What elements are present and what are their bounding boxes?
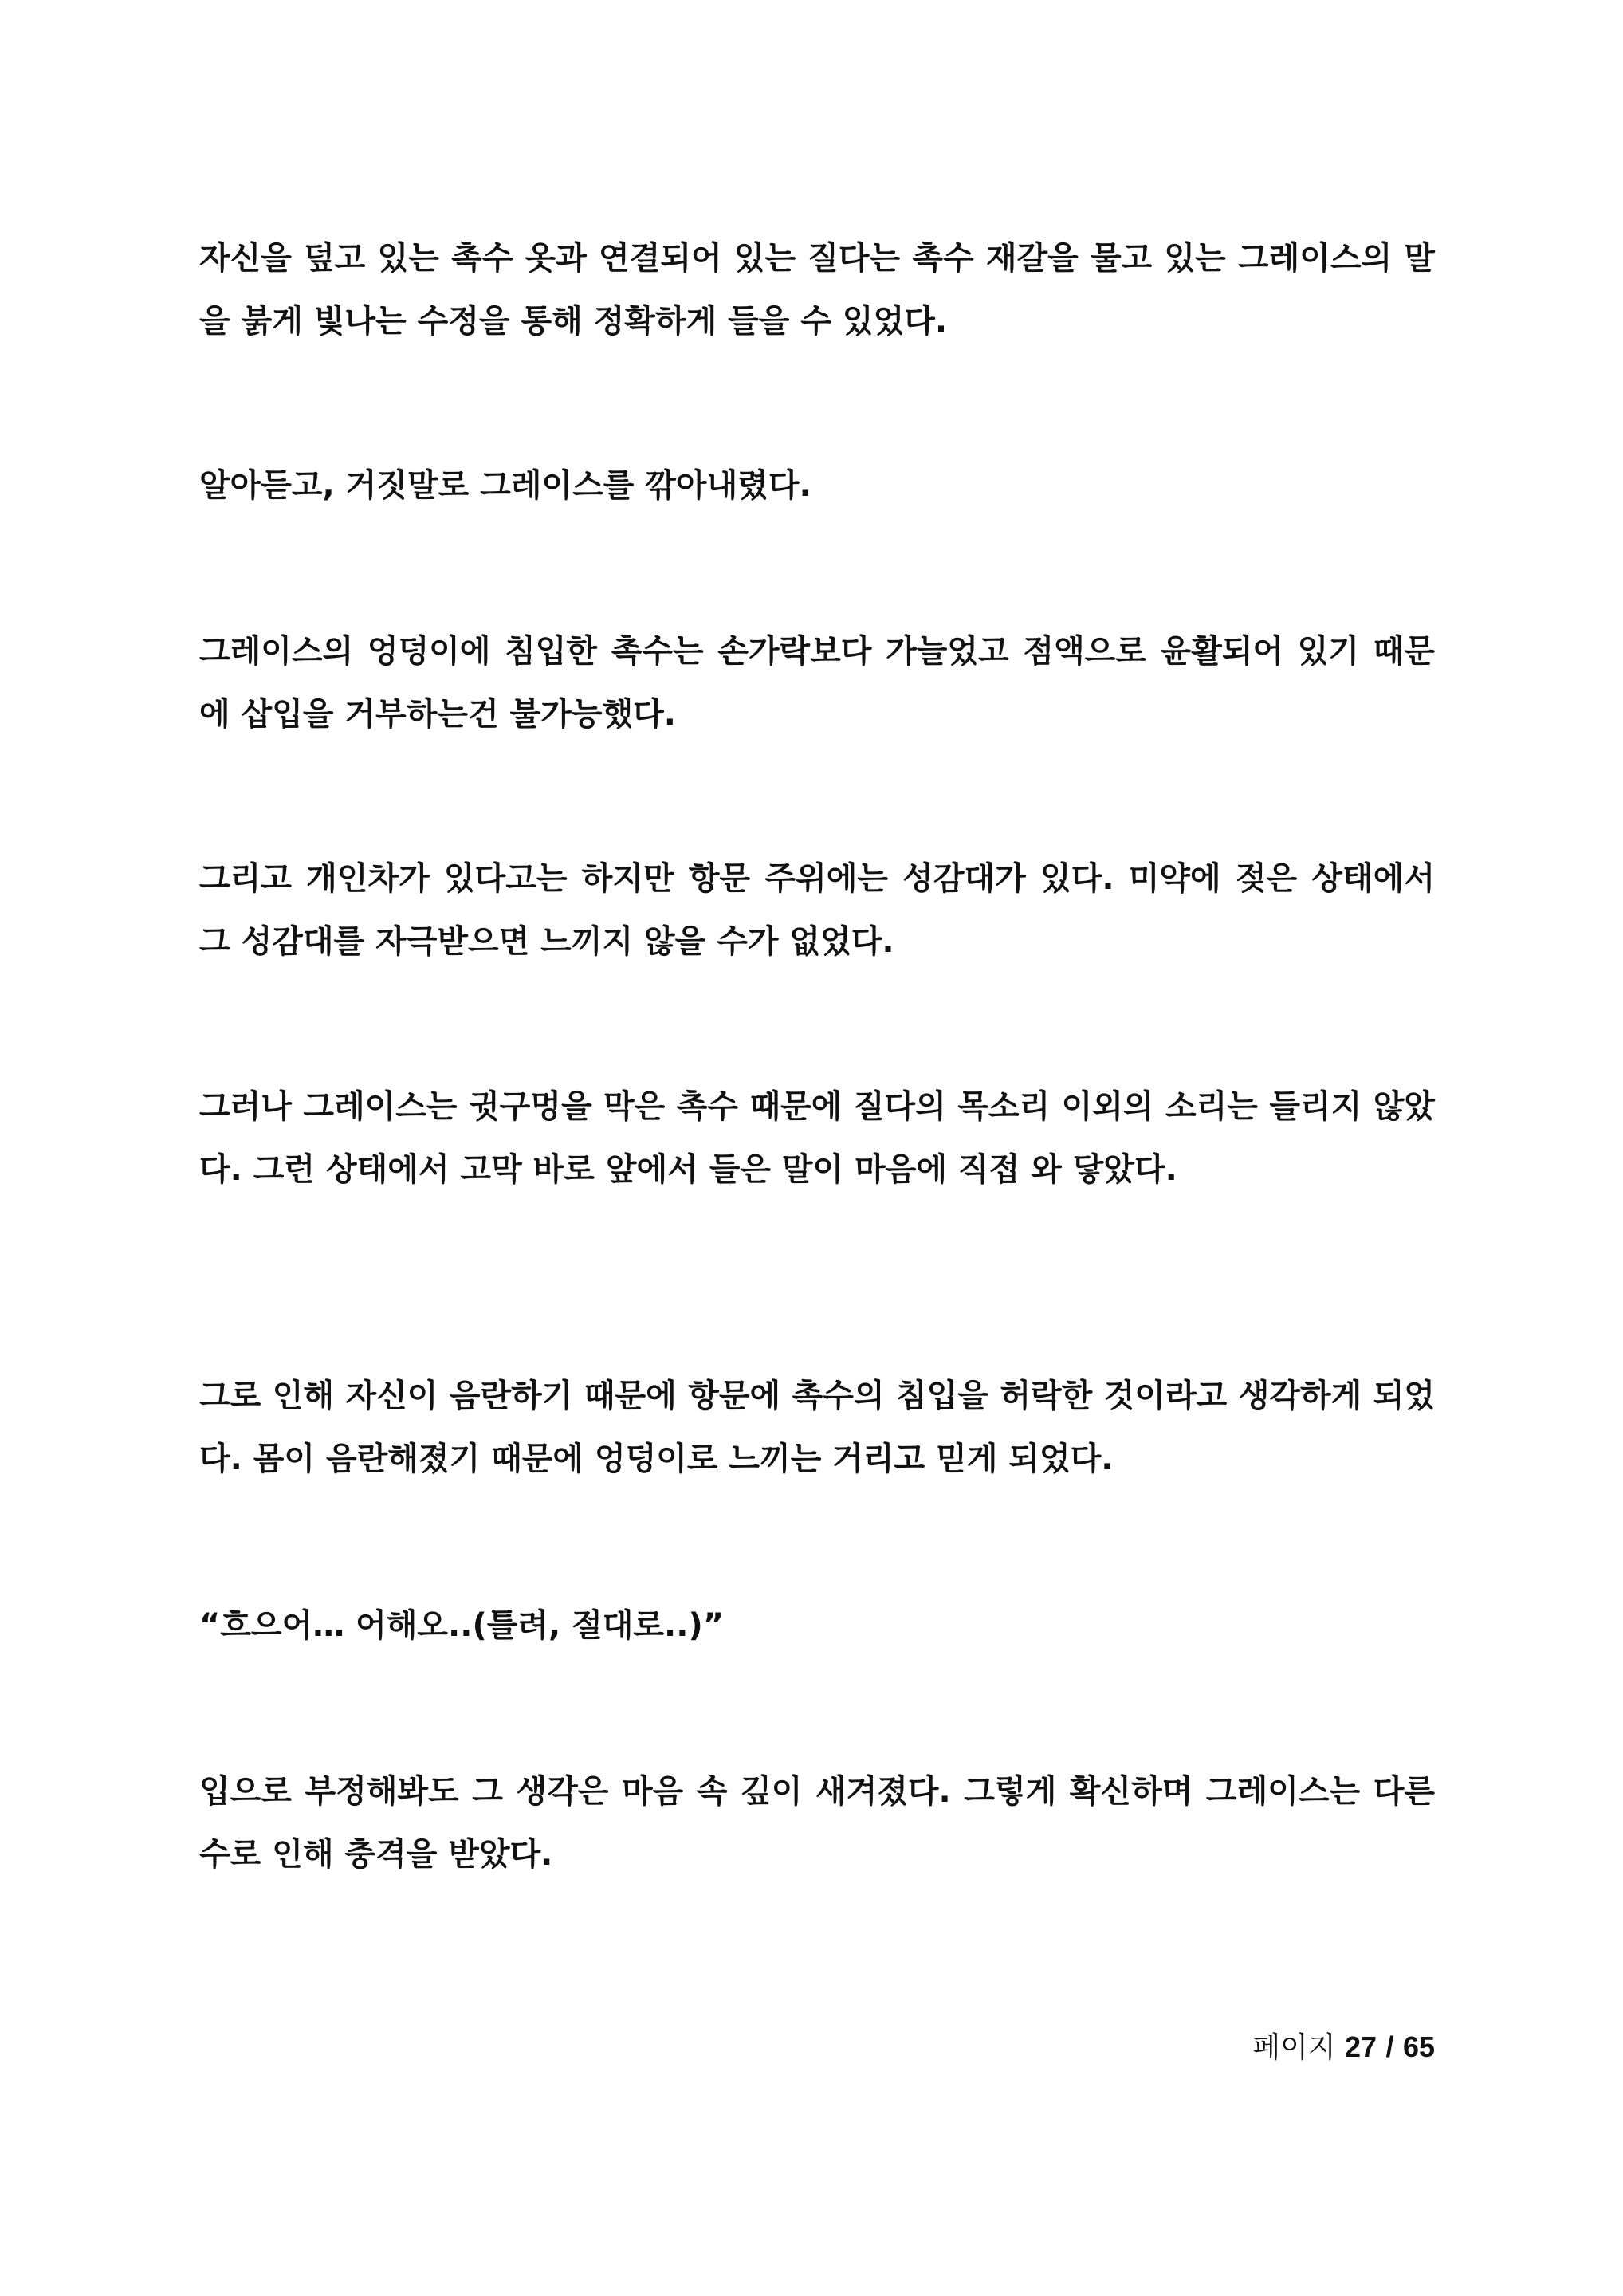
- paragraph-3: 그레이스의 엉덩이에 침입한 촉수는 손가락보다 가늘었고 점액으로 윤활되어 있기 때문에 삽입을 거부하는건 불가능했다.: [199, 633, 1435, 733]
- current-page-number: 27: [1344, 2031, 1377, 2063]
- page-number-footer: [1252, 2025, 1435, 2070]
- page-label: 페이지: [1252, 2031, 1336, 2064]
- paragraph-7-dialogue: “흐으어… 어해오..(틀려, 절대로..)”: [199, 1607, 725, 1644]
- paragraph-6: 그로 인해 자신이 음란하기 때문에 항문에 촉수의 침입을 허락한 것이라고 생각하게 되었다. 몸이 음란해졌기 때문에 엉덩이로 느끼는 거리고 믿게 되었다.: [199, 1378, 1435, 1477]
- paragraph-1: 자신을 덮고 있는 촉수 옷과 연결되어 있는 질다는 촉수 재갈을 물고 있는 그레이스의 말을 붉게 빛나는 수정을 통해 정확하게 들을 수 있었다.: [199, 240, 1435, 340]
- paragraph-2: 알아듣고, 거짓말로 그레이스를 깎아내렸다.: [199, 467, 812, 504]
- paragraph-4: 그리고 개인차가 있다고는 하지만 항문 주위에는 성감대가 있다. 미약에 젖은 상태에서 그 성감대를 자극받으면 느끼지 않을 수가 없었다.: [199, 860, 1435, 960]
- paragraph-5: 그러나 그레이스는 귓구멍을 막은 촉수 때문에 질다의 목소리 이외의 소리는 들리지 않았다. 그런 상태에서 고막 바로 앞에서 들은 말이 마음에 직접 와 닿았다.: [199, 1088, 1435, 1188]
- paragraph-8: 입으로 부정해봐도 그 생각은 마음 속 깊이 새겨졌다. 그렇게 확신하며 그레이스는 다른 수로 인해 충격을 받았다.: [199, 1773, 1435, 1873]
- total-page-count: 65: [1402, 2031, 1435, 2063]
- page-separator: /: [1385, 2031, 1394, 2063]
